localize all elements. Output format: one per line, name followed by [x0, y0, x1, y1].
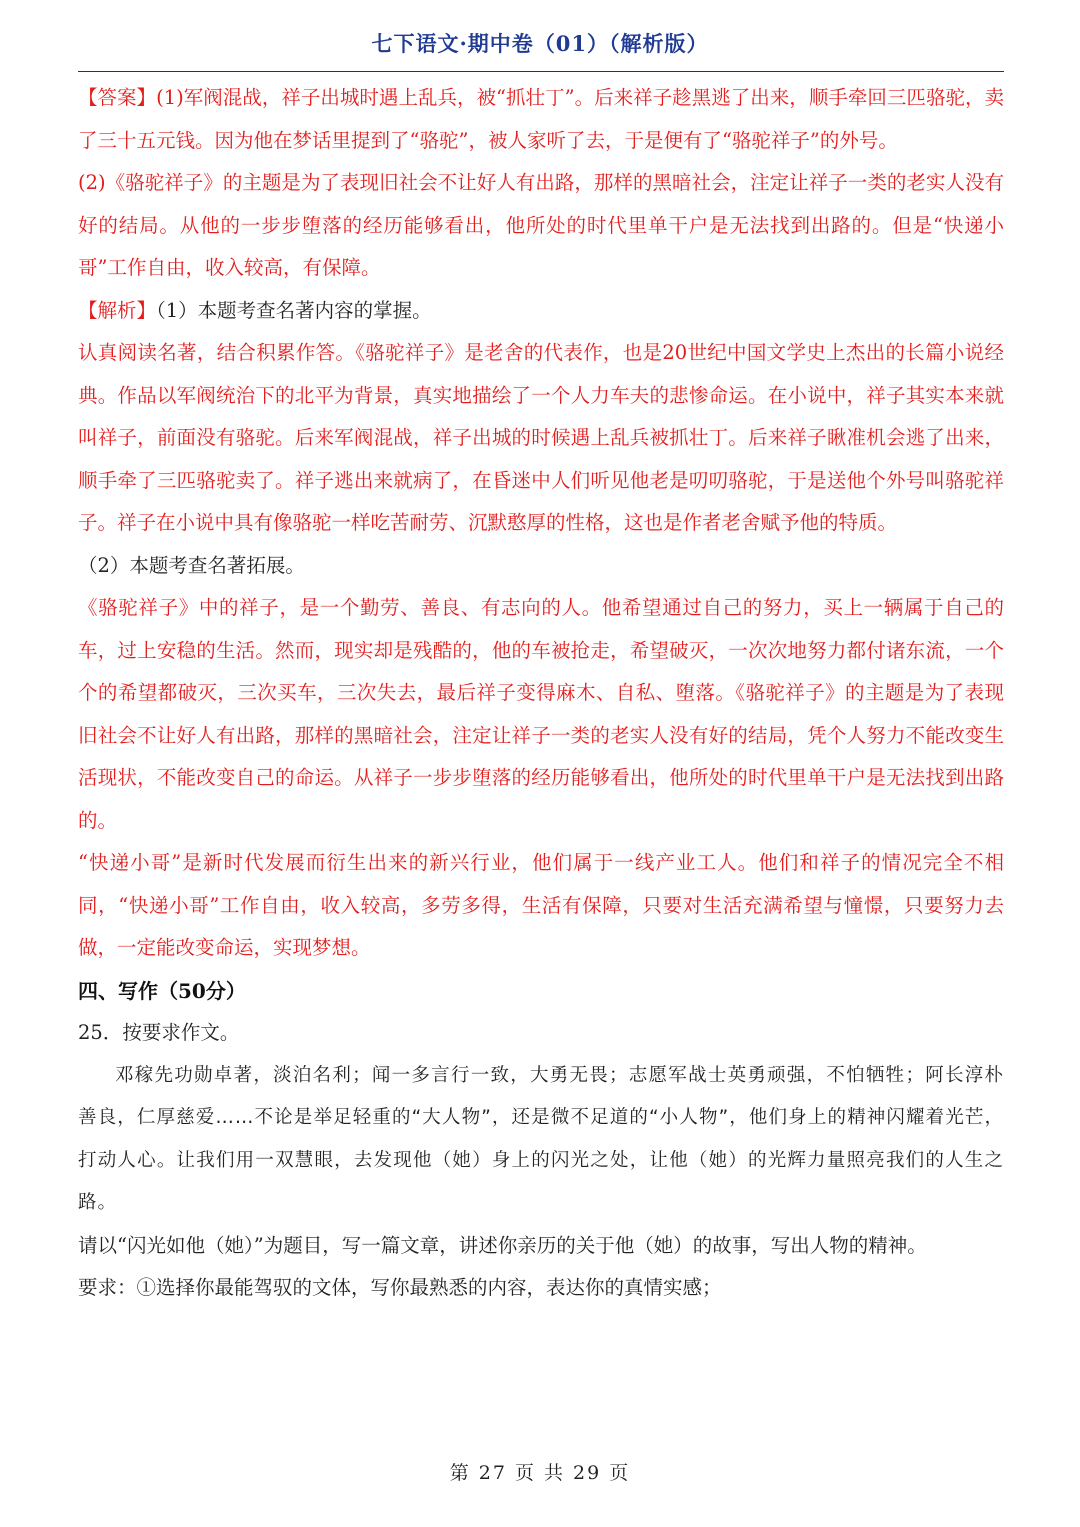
answer-tag: 【答案】	[78, 86, 157, 109]
page-content	[78, 77, 1004, 1310]
analysis-intro-1: （1）本题考查名著内容的掌握。	[156, 298, 432, 322]
answer-part-1: (1)军阀混战，祥子出城时遇上乱兵，被“抓壮丁”。后来祥子趁黑逃了出来，顺手牵回三匹骆驼，卖了三十五元钱。因为他在梦话里提到了“骆驼”，被人家听了去，于是便有了“骆驼祥子”的外号。	[78, 86, 1004, 152]
header-divider	[78, 71, 1004, 72]
page-header-title: 七下语文·期中卷（01）（解析版）	[371, 31, 709, 56]
writing-question: 25．按要求作文。	[78, 1021, 240, 1044]
analysis-paragraph-intro-1	[78, 290, 1004, 333]
writing-instruction: 请以“闪光如他（她）”为题目，写一篇文章，讲述你亲历的关于他（她）的故事，写出人物的精神。	[78, 1233, 927, 1257]
writing-prompt: 邓稼先功勋卓著，淡泊名利；闻一多言行一致，大勇无畏；志愿军战士英勇顽强，不怕牺牲；阿长淳朴善良，仁厚慈爱……不论是举足轻重的“大人物”，还是微不足道的“小人物”，他们身上的精神闪耀着光芒，打动人心。让我们用一双慧眼，去发现他（她）身上的闪光之处，让他（她）的光辉力量照亮我们的人生之路。	[78, 1064, 1004, 1213]
page-footer-number: 第 27 页 共 29 页	[449, 1462, 631, 1484]
answer-paragraph-1	[78, 77, 1004, 162]
answer-paragraph-2: (2)《骆驼祥子》的主题是为了表现旧社会不让好人有出路，那样的黑暗社会，注定让祥子一类的老实人没有好的结局。从他的一步步堕落的经历能够看出，他所处的时代里单干户是无法找到出路的。但是“快递小哥”工作自由，收入较高，有保障。	[78, 171, 1004, 279]
analysis-body-3: “快递小哥”是新时代发展而衍生出来的新兴行业，他们属于一线产业工人。他们和祥子的情况完全不相同，“快递小哥”工作自由，收入较高，多劳多得，生活有保障，只要对生活充满希望与憧憬，只要努力去做，一定能改变命运，实现梦想。	[78, 851, 1004, 959]
writing-section-heading: 四、写作（50分）	[78, 978, 246, 1003]
analysis-body-2: 《骆驼祥子》中的祥子，是一个勤劳、善良、有志向的人。他希望通过自己的努力，买上一辆属于自己的车，过上安稳的生活。然而，现实却是残酷的，他的车被抢走，希望破灭，一次次地努力都付诸东流，一个个的希望都破灭，三次买车，三次失去，最后祥子变得麻木、自私、堕落。《骆驼祥子》的主题是为了表现旧社会不让好人有出路，那样的黑暗社会，注定让祥子一类的老实人没有好的结局，凭个人努力不能改变生活现状，不能改变自己的命运。从祥子一步步堕落的经历能够看出，他所处的时代里单干户是无法找到出路的。	[78, 596, 1004, 832]
analysis-body-1: 认真阅读名著，结合积累作答。《骆驼祥子》是老舍的代表作，也是20世纪中国文学史上杰出的长篇小说经典。作品以军阀统治下的北平为背景，真实地描绘了一个人力车夫的悲惨命运。在小说中，祥子其实本来就叫祥子，前面没有骆驼。后来军阀混战，祥子出城的时候遇上乱兵被抓壮丁。后来祥子瞅准机会逃了出来，顺手牵了三匹骆驼卖了。祥子逃出来就病了，在昏迷中人们听见他老是叨叨骆驼，于是送他个外号叫骆驼祥子。祥子在小说中具有像骆驼一样吃苦耐劳、沉默憨厚的性格，这也是作者老舍赋予他的特质。	[78, 341, 1004, 534]
analysis-intro-2: （2）本题考查名著拓展。	[78, 553, 305, 577]
writing-requirement: 要求：①选择你最能驾驭的文体，写你最熟悉的内容，表达你的真情实感；	[78, 1276, 722, 1299]
analysis-tag: 【解析】	[78, 298, 157, 322]
